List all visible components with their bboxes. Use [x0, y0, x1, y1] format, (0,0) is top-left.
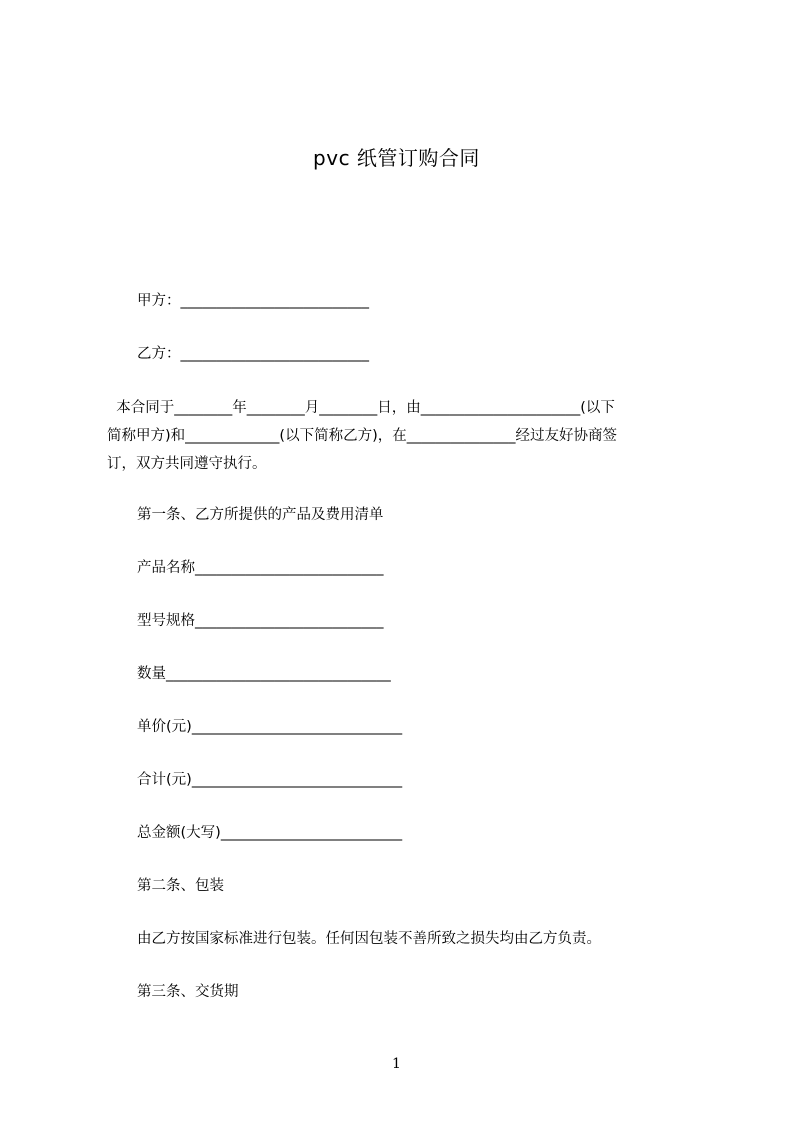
party-a-line: 甲方：__________________________	[137, 293, 369, 309]
intro-line-3: 订，双方共同遵守执行。	[107, 456, 267, 472]
document-title: pvc 纸管订购合同	[313, 146, 480, 170]
field-quantity: 数量_______________________________	[137, 666, 391, 682]
intro-line-1: 本合同于________年________月________日，由______________________(以下	[107, 400, 615, 416]
field-total-amount: 总金额(大写)_________________________	[137, 825, 403, 841]
article-2-body: 由乙方按国家标准进行包装。任何因包装不善所致之损失均由乙方负责。	[137, 931, 601, 947]
page-number: 1	[392, 1056, 401, 1072]
field-unit-price: 单价(元)_____________________________	[137, 719, 403, 735]
intro-line-2: 简称甲方)和_____________(以下简称乙方)，在_______________经过友好协商签	[107, 428, 617, 444]
field-product-name: 产品名称__________________________	[137, 560, 384, 576]
article-3-heading: 第三条、交货期	[137, 984, 239, 1000]
intro-paragraph	[107, 394, 703, 478]
party-b-line: 乙方：__________________________	[137, 346, 369, 362]
field-subtotal: 合计(元)_____________________________	[137, 772, 403, 788]
article-2-heading: 第二条、包装	[137, 878, 224, 894]
field-model-spec: 型号规格__________________________	[137, 613, 384, 629]
article-1-heading: 第一条、乙方所提供的产品及费用清单	[137, 507, 384, 523]
